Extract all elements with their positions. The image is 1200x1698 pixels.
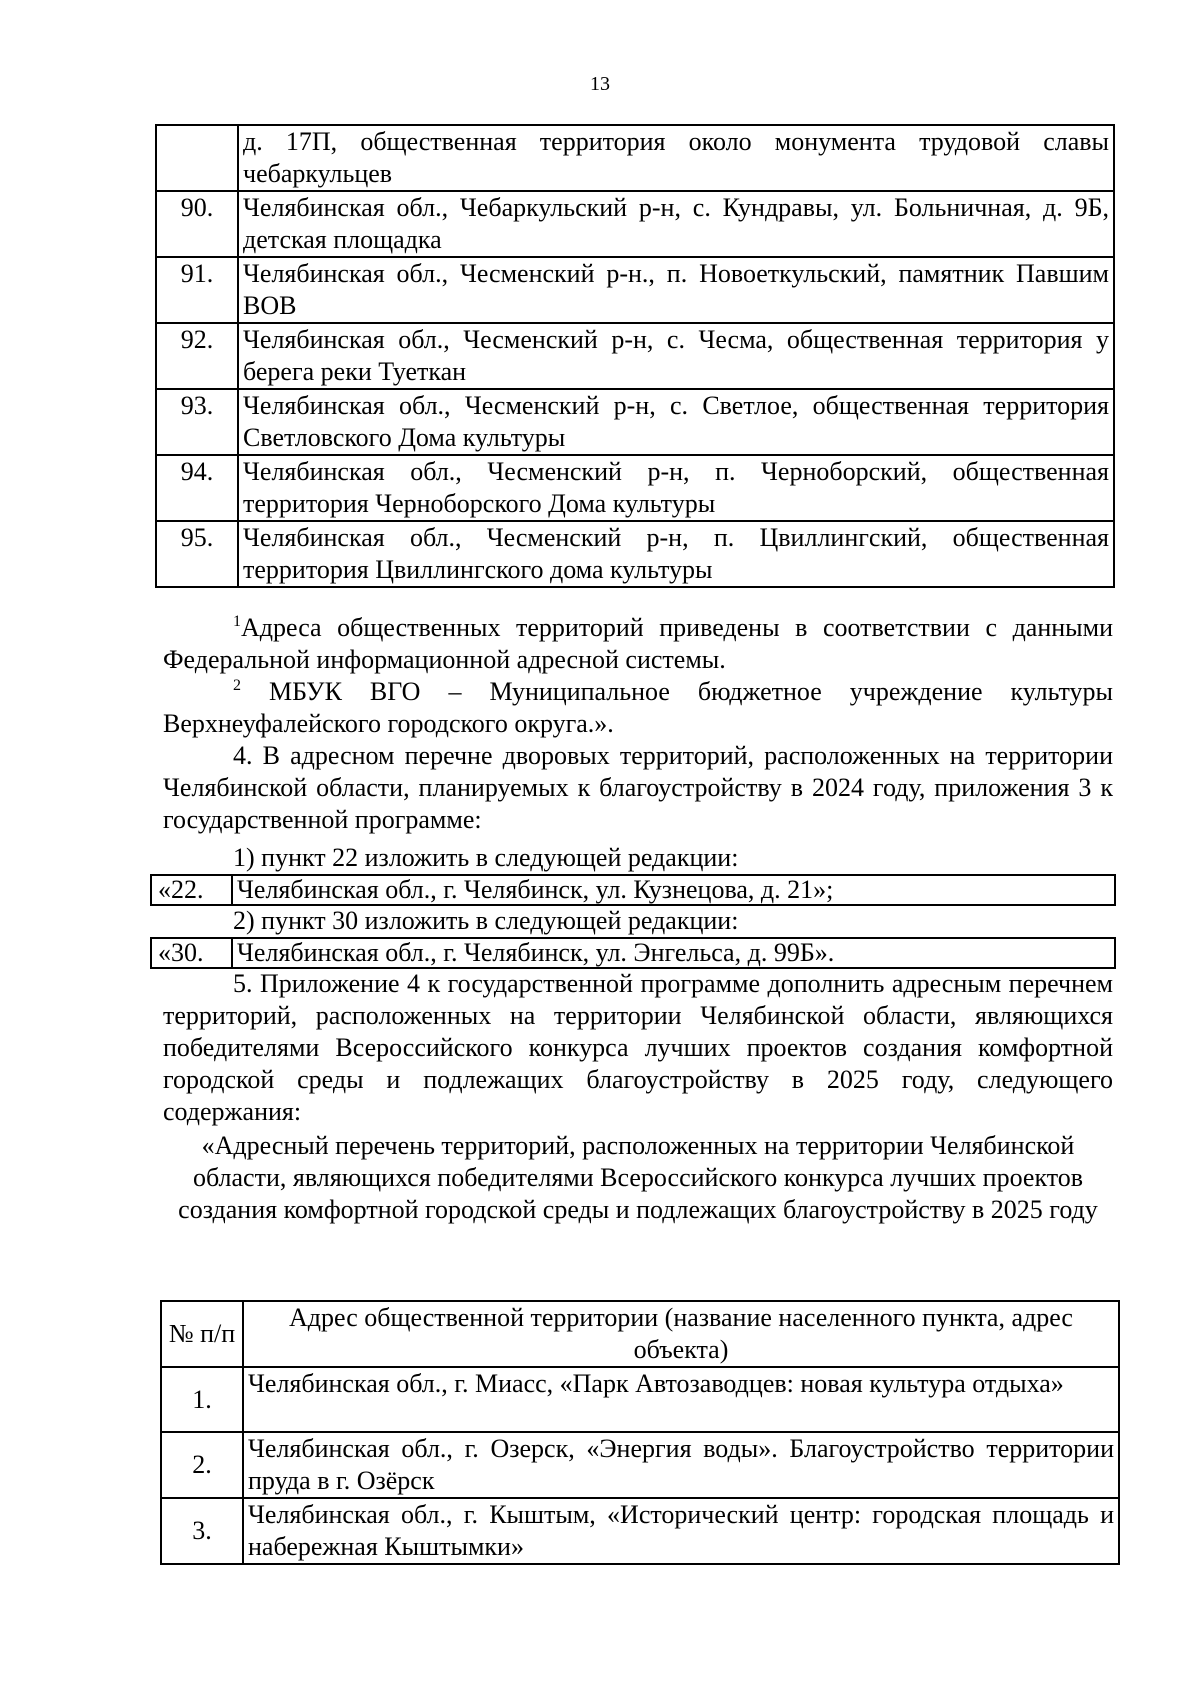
footnote-1-text: Адреса общественных территорий приведены в соответствии с данными Федеральной информационной адресной системы.	[163, 613, 1113, 674]
table-row	[156, 191, 1114, 257]
row-number	[156, 125, 238, 191]
table-row	[156, 389, 1114, 455]
footnote-2-text: МБУК ВГО – Муниципальное бюджетное учреждение культуры Верхнеуфалейского городского округа.».	[163, 677, 1113, 738]
row-address: Челябинская обл., Чесменский р-н, п. Черноборский, общественная территория Черноборского Дома культуры	[238, 455, 1114, 521]
item-1-text: 1) пункт 22 изложить в следующей редакции:	[233, 843, 739, 872]
footnote-2-marker: 2	[233, 677, 241, 694]
replacement-row-30	[150, 937, 1116, 969]
row-number: 2.	[161, 1432, 243, 1498]
header-number: № п/п	[161, 1301, 243, 1367]
header-address: Адрес общественной территории (название населенного пункта, адрес объекта)	[243, 1301, 1119, 1367]
row-number: 1.	[161, 1367, 243, 1432]
table-row	[156, 521, 1114, 587]
table-row	[151, 938, 1115, 968]
row-address: Челябинская обл., Чебаркульский р-н, с. Кундравы, ул. Больничная, д. 9Б, детская площадка	[238, 191, 1114, 257]
table-row	[161, 1432, 1119, 1498]
row-number: 95.	[156, 521, 238, 587]
table-row	[156, 125, 1114, 191]
row-number: 3.	[161, 1498, 243, 1564]
table-row	[156, 257, 1114, 323]
row-number: 94.	[156, 455, 238, 521]
paragraph-4-text: 4. В адресном перечне дворовых территорий, расположенных на территории Челябинской области, планируемых к благоустройству в 2024 году, приложения 3 к государственной программе:	[163, 741, 1113, 834]
row-address: Челябинская обл., г. Челябинск, ул. Энгельса, д. 99Б».	[232, 938, 1115, 968]
table-header-row	[161, 1301, 1119, 1367]
row-address: Челябинская обл., Чесменский р-н., п. Новоеткульский, памятник Павшим ВОВ	[238, 257, 1114, 323]
row-number: 90.	[156, 191, 238, 257]
row-address: Челябинская обл., Чесменский р-н, с. Чесма, общественная территория у берега реки Туеткан	[238, 323, 1114, 389]
row-number: 91.	[156, 257, 238, 323]
replacement-row-22	[150, 874, 1116, 906]
row-number: «22.	[151, 875, 232, 905]
territory-table-continued	[155, 124, 1115, 588]
row-address: д. 17П, общественная территория около монумента трудовой славы чебаркульцев	[238, 125, 1114, 191]
table-row	[161, 1367, 1119, 1432]
row-address: Челябинская обл., г. Миасс, «Парк Автозаводцев: новая культура отдыха»	[243, 1367, 1119, 1432]
row-number: 92.	[156, 323, 238, 389]
row-address: Челябинская обл., г. Челябинск, ул. Кузнецова, д. 21»;	[232, 875, 1115, 905]
territory-table-2025	[160, 1300, 1120, 1565]
row-number: «30.	[151, 938, 232, 968]
row-address: Челябинская обл., г. Кыштым, «Исторический центр: городская площадь и набережная Кыштымки»	[243, 1498, 1119, 1564]
footnote-2	[163, 676, 1113, 740]
row-address: Челябинская обл., г. Озерск, «Энергия воды». Благоустройство территории пруда в г. Озёрск	[243, 1432, 1119, 1498]
row-address: Челябинская обл., Чесменский р-н, с. Светлое, общественная территория Светловского Дома культуры	[238, 389, 1114, 455]
paragraph-5	[163, 968, 1113, 1128]
table-row	[156, 323, 1114, 389]
row-number: 93.	[156, 389, 238, 455]
paragraph-5-text: 5. Приложение 4 к государственной программе дополнить адресным перечнем территорий, расположенных на территории Челябинской области, являющихся победителями Всероссийского конкурса лучших проектов создания комфортной городской среды и подлежащих благоустройству в 2025 году, следующего содержания:	[163, 969, 1113, 1126]
page-number: 13	[590, 73, 610, 95]
table-row	[151, 875, 1115, 905]
table-row	[156, 455, 1114, 521]
row-address: Челябинская обл., Чесменский р-н, п. Цвиллингский, общественная территория Цвиллингского дома культуры	[238, 521, 1114, 587]
table-row	[161, 1498, 1119, 1564]
paragraph-4	[163, 740, 1113, 836]
list-heading: «Адресный перечень территорий, расположенных на территории Челябинской области, являющихся победителями Всероссийского конкурса лучших проектов создания комфортной городской среды и подлежащих благоустройству в 2025 году	[178, 1131, 1098, 1224]
footnote-1	[163, 612, 1113, 676]
footnote-1-marker: 1	[233, 613, 241, 630]
item-2-text: 2) пункт 30 изложить в следующей редакции:	[233, 906, 739, 935]
